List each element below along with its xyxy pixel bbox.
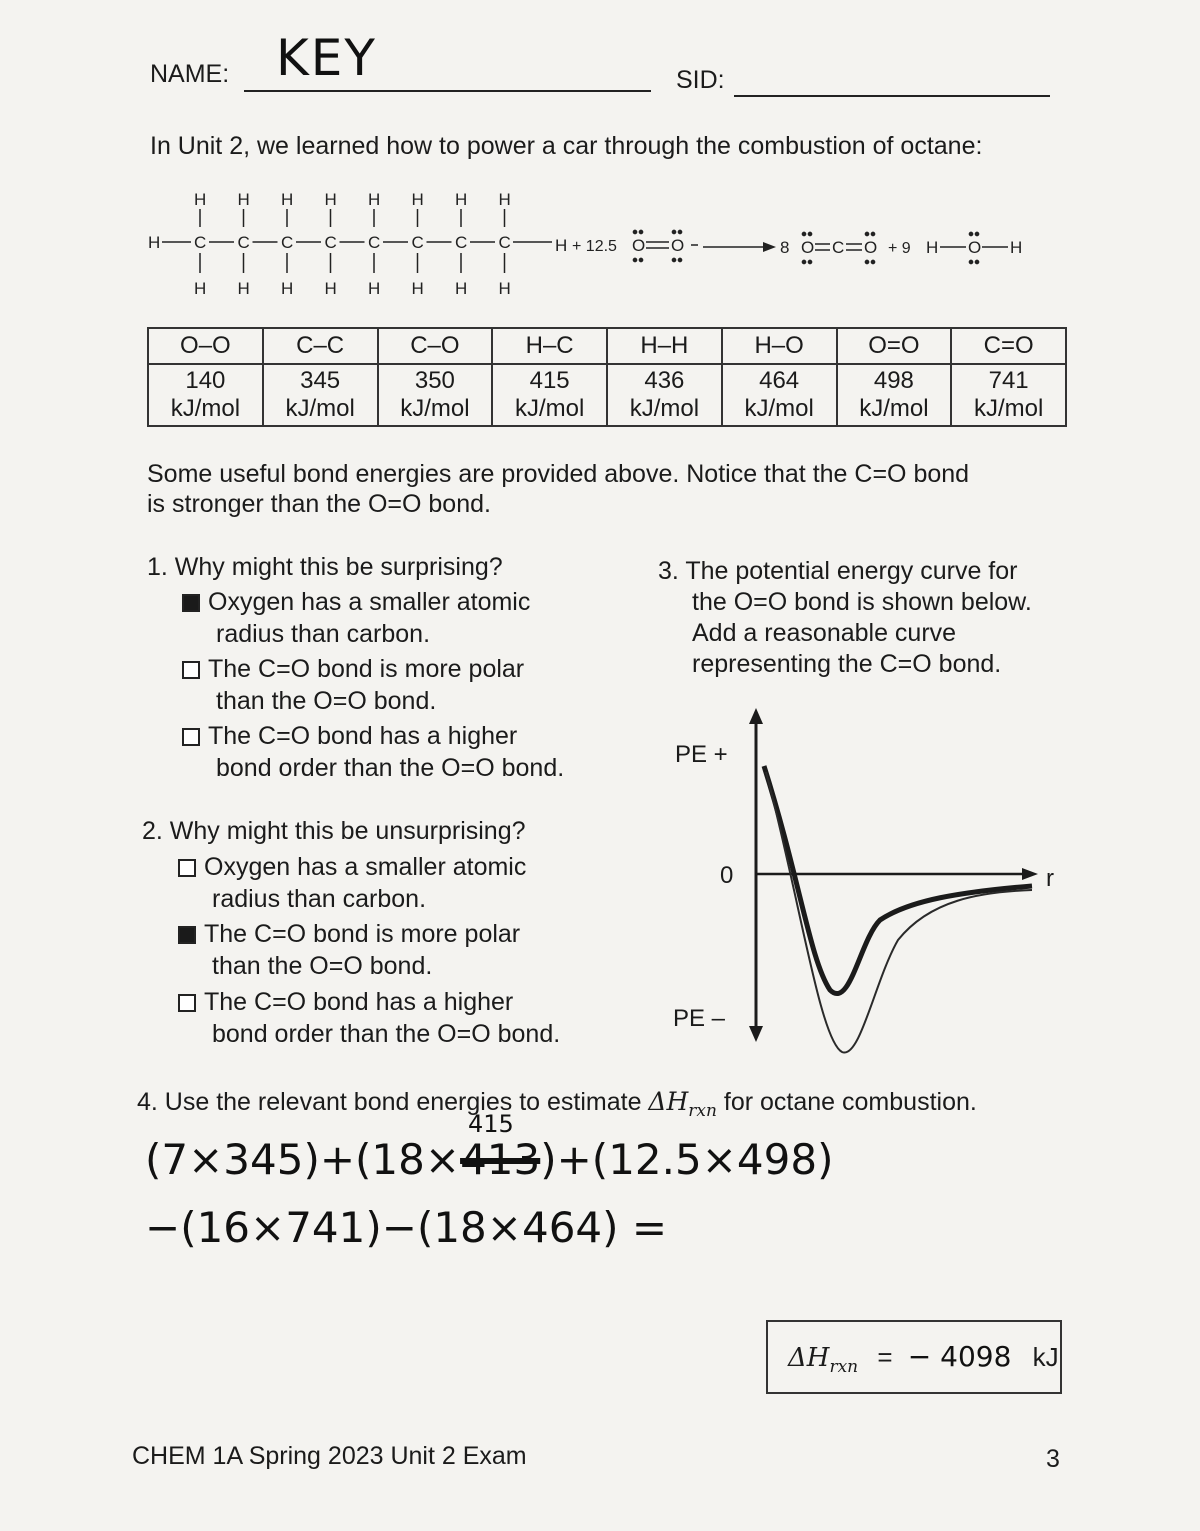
q1-option-2-text-2: than the O=O bond.	[216, 687, 437, 715]
h2o-o: O	[968, 238, 982, 257]
bond-type-cell: C–O	[378, 328, 493, 364]
bond-energy-cell	[607, 364, 722, 426]
octane-hydrogen-bottom: H	[194, 279, 207, 298]
work-line-1	[145, 1132, 833, 1188]
h2o-h-right: H	[1010, 238, 1023, 257]
q1-option-3-text-2: bond order than the O=O bond.	[216, 754, 565, 782]
bond-energy-unit: kJ/mol	[170, 395, 241, 422]
intro-text: In Unit 2, we learned how to power a car through the combustion of octane:	[150, 132, 983, 160]
bond-energy-value: 741	[988, 367, 1029, 394]
bond-energy-value: 436	[644, 367, 685, 394]
bond-energy-value: 464	[759, 367, 800, 394]
octane-hydrogen-top: H	[237, 190, 250, 209]
octane-hydrogen-top: H	[455, 190, 468, 209]
r-axis-label: r	[1046, 865, 1054, 892]
bond-type-cell: O=O	[837, 328, 952, 364]
name-value[interactable]: KEY	[276, 29, 377, 87]
work-line-1-end: )+(12.5×498)	[540, 1135, 834, 1184]
q2-option-3-checkbox[interactable]	[178, 994, 196, 1012]
h2o-coeff: + 9	[888, 240, 911, 257]
x-axis-arrow	[1022, 868, 1038, 880]
q2-option-3[interactable]	[178, 986, 560, 1050]
octane-carbon: C	[455, 233, 468, 252]
q2-option-1[interactable]	[178, 851, 526, 915]
name-underline	[244, 90, 651, 92]
q1-prompt: 1. Why might this be surprising?	[147, 553, 503, 581]
q1-option-1[interactable]	[182, 586, 530, 650]
q1-option-1-text: Oxygen has a smaller atomic	[208, 588, 531, 616]
q4-prompt	[137, 1086, 977, 1127]
pe-zero-label: 0	[720, 862, 734, 889]
co2-o-right: O	[864, 238, 878, 257]
bond-energy-value: 498	[873, 367, 914, 394]
q2-prompt: 2. Why might this be unsurprising?	[142, 817, 526, 845]
y-axis-arrow-top	[749, 708, 763, 724]
q1-option-2-checkbox[interactable]	[182, 661, 200, 679]
octane-hydrogen-bottom: H	[498, 279, 511, 298]
bond-energy-unit: kJ/mol	[973, 395, 1044, 422]
q2-option-1-checkbox[interactable]	[178, 859, 196, 877]
o2-o-left: O	[632, 236, 646, 255]
octane-hydrogen-top: H	[324, 190, 337, 209]
answer-delta-h: ΔH	[788, 1343, 830, 1373]
octane-h-left: H	[148, 233, 161, 252]
pe-curve-chart[interactable]	[660, 700, 1080, 1070]
answer-rxn-subscript: rxn	[829, 1357, 859, 1378]
bond-energy-unit: kJ/mol	[744, 395, 814, 422]
oo-bond-curve	[764, 766, 1032, 994]
octane-hydrogen-bottom: H	[237, 279, 250, 298]
q2-option-3-text-2: bond order than the O=O bond.	[212, 1020, 561, 1048]
q3-line-2: the O=O bond is shown below.	[692, 588, 1032, 616]
bond-energy-unit: kJ/mol	[859, 395, 929, 422]
q2-option-2-text-2: than the O=O bond.	[212, 952, 433, 980]
page-number: 3	[1046, 1445, 1060, 1473]
co2-c: C	[832, 238, 845, 257]
reaction-diagram	[140, 185, 1070, 300]
bond-energy-cell	[378, 364, 493, 426]
q1-option-2-text: The C=O bond is more polar	[208, 655, 525, 683]
q2-option-2-text: The C=O bond is more polar	[204, 920, 521, 948]
bond-energy-unit: kJ/mol	[629, 395, 700, 422]
bond-type-cell: H–C	[492, 328, 607, 364]
q2-option-3-text: The C=O bond has a higher	[204, 988, 514, 1016]
q4-prompt-end: for octane combustion.	[716, 1088, 977, 1116]
footer-course: CHEM 1A Spring 2023 Unit 2 Exam	[132, 1442, 527, 1470]
bond-type-cell: H–O	[722, 328, 837, 364]
octane-carbon: C	[281, 233, 294, 252]
q1-option-3-text: The C=O bond has a higher	[208, 722, 518, 750]
octane-hydrogen-top: H	[281, 190, 294, 209]
note-line-1: Some useful bond energies are provided above. Notice that the C=O bond	[147, 460, 970, 488]
answer-equals: =	[877, 1342, 893, 1372]
q1-option-3-checkbox[interactable]	[182, 728, 200, 746]
sid-label: SID:	[676, 66, 725, 94]
q1-option-3[interactable]	[182, 720, 564, 784]
octane-carbon: C	[324, 233, 337, 252]
bond-energy-cell	[951, 364, 1066, 426]
bond-type-cell: C=O	[951, 328, 1066, 364]
bond-energy-value: 350	[414, 367, 455, 394]
pe-plus-label: PE +	[675, 741, 728, 768]
bond-energy-cell	[148, 364, 263, 426]
octane-hydrogen-top: H	[194, 190, 207, 209]
octane-hydrogen-bottom: H	[324, 279, 337, 298]
crossed-out-value: 413	[460, 1135, 541, 1184]
co2-coeff: 8	[780, 238, 790, 257]
work-line-1-start: (7×345)+(18×	[145, 1135, 461, 1184]
co2-o-left: O	[801, 238, 815, 257]
octane-hydrogen-bottom: H	[455, 279, 468, 298]
answer-content	[788, 1340, 1059, 1377]
bond-type-cell: O–O	[148, 328, 263, 364]
octane-carbon: C	[194, 233, 207, 252]
bond-type-cell: C–C	[263, 328, 378, 364]
answer-unit: kJ	[1032, 1342, 1059, 1372]
octane-carbon: C	[237, 233, 250, 252]
bond-energy-cell	[837, 364, 952, 426]
q2-option-2[interactable]	[178, 918, 520, 982]
q2-option-1-text-2: radius than carbon.	[212, 885, 427, 913]
bond-energy-cell	[263, 364, 378, 426]
q4-delta-h: ΔH	[648, 1087, 689, 1116]
octane-hydrogen-top: H	[411, 190, 424, 209]
q3-line-3: Add a reasonable curve	[692, 619, 957, 647]
octane-hydrogen-bottom: H	[411, 279, 424, 298]
q4-prompt-start: 4. Use the relevant bond energies to estimate	[137, 1088, 649, 1116]
sid-underline[interactable]	[734, 95, 1050, 97]
bond-energy-unit: kJ/mol	[400, 395, 470, 422]
h-terminal-right: H	[555, 236, 568, 255]
octane-carbon: C	[368, 233, 381, 252]
bond-energy-cell	[722, 364, 837, 426]
bond-energy-value: 415	[529, 367, 570, 394]
octane-carbon: C	[411, 233, 424, 252]
octane-hydrogen-bottom: H	[368, 279, 381, 298]
octane-hydrogen-bottom: H	[281, 279, 294, 298]
q1-option-2[interactable]	[182, 653, 524, 717]
bond-energy-unit: kJ/mol	[285, 395, 355, 422]
q2-option-1-text: Oxygen has a smaller atomic	[204, 853, 527, 881]
bond-energy-value: 140	[185, 367, 226, 394]
name-label: NAME:	[150, 60, 230, 88]
bond-energy-cell	[492, 364, 607, 426]
q1-option-1-checkbox[interactable]	[182, 594, 200, 612]
q3-line-4: representing the C=O bond.	[692, 650, 1002, 678]
bond-energy-value: 345	[300, 367, 341, 394]
y-axis-arrow-bottom	[749, 1026, 763, 1042]
o2-o-right: O	[671, 236, 685, 255]
q2-option-2-checkbox[interactable]	[178, 926, 196, 944]
octane-hydrogen-top: H	[368, 190, 381, 209]
octane-hydrogen-top: H	[498, 190, 511, 209]
q3-line-1: 3. The potential energy curve for	[658, 557, 1018, 585]
note-line-2: is stronger than the O=O bond.	[147, 490, 491, 518]
bond-energy-unit: kJ/mol	[514, 395, 585, 422]
pe-minus-label: PE –	[673, 1005, 726, 1032]
bond-type-cell: H–H	[607, 328, 722, 364]
q4-rxn-subscript: rxn	[688, 1101, 717, 1121]
answer-value[interactable]: − 4098	[907, 1340, 1012, 1373]
work-line-2: −(16×741)−(18×464) =	[145, 1203, 668, 1252]
q1-option-1-text-2: radius than carbon.	[216, 620, 431, 648]
bond-energy-table	[147, 327, 1067, 427]
o2-coeff: + 12.5	[572, 238, 617, 255]
correction-value: 415	[468, 1110, 514, 1138]
octane-carbon: C	[498, 233, 511, 252]
h2o-h-left: H	[926, 238, 939, 257]
